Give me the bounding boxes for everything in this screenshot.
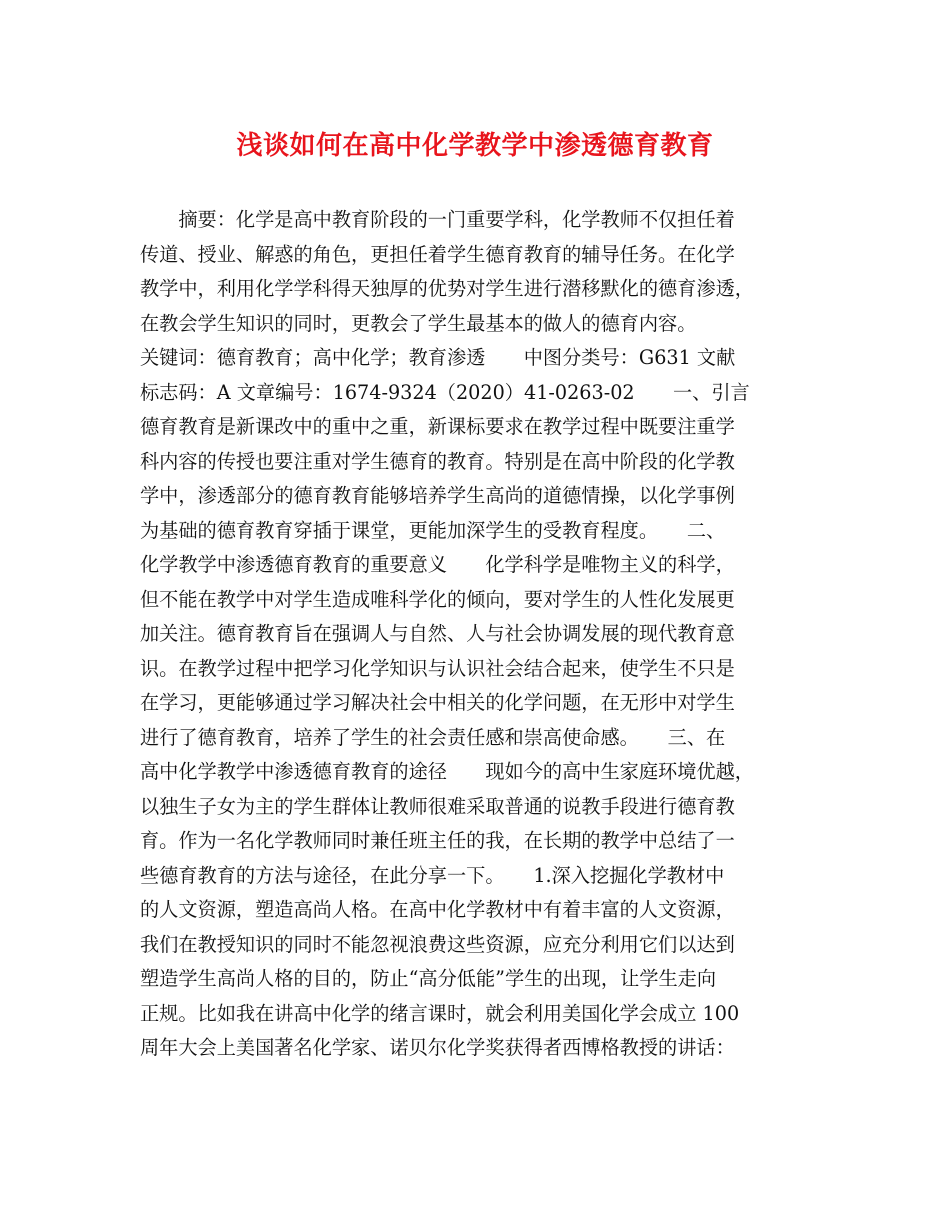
body-line: 关键词：德育教育；高中化学；教育渗透 中图分类号：G631 文献 <box>140 346 736 369</box>
body-line: 为基础的德育教育穿插于课堂，更能加深学生的受教育程度。 二、 <box>140 518 726 542</box>
body-line: 的人文资源，塑造高尚人格。在高中化学教材中有着丰富的人文资源， <box>140 898 735 921</box>
body-line: 我们在教授知识的同时不能忽视浪费这些资源，应充分利用它们以达到 <box>140 932 735 956</box>
document-body <box>140 203 815 1066</box>
body-line: 在学习，更能够通过学习解决社会中相关的化学问题，在无形中对学生 <box>140 691 735 714</box>
body-line: 正规。比如我在讲高中化学的绪言课时，就会利用美国化学会成立 100 <box>140 1001 740 1025</box>
body-line: 传道、授业、解惑的角色，更担任着学生德育教育的辅导任务。在化学 <box>140 242 735 266</box>
body-line: 德育教育是新课改中的重中之重，新课标要求在教学过程中既要注重学 <box>140 415 735 438</box>
body-line: 进行了德育教育，培养了学生的社会责任感和崇高使命感。 三、在 <box>140 725 726 749</box>
document-title: 浅谈如何在高中化学教学中渗透德育教育 <box>236 131 714 161</box>
body-line: 塑造学生高尚人格的目的，防止“高分低能”学生的出现，让学生走向 <box>140 967 717 990</box>
body-line: 化学教学中渗透德育教育的重要意义 化学科学是唯物主义的科学， <box>140 553 735 576</box>
body-line: 学中，渗透部分的德育教育能够培养学生高尚的道德情操，以化学事例 <box>140 484 735 507</box>
body-line: 在教会学生知识的同时，更教会了学生最基本的做人的德育内容。 <box>140 311 697 335</box>
body-line: 加关注。德育教育旨在强调人与自然、人与社会协调发展的现代教育意 <box>140 622 735 645</box>
body-line: 育。作为一名化学教师同时兼任班主任的我，在长期的教学中总结了一 <box>140 829 735 852</box>
body-line: 些德育教育的方法与途径，在此分享一下。 1.深入挖掘化学教材中 <box>140 863 725 887</box>
body-line: 周年大会上美国著名化学家、诺贝尔化学奖获得者西博格教授的讲话： <box>140 1036 735 1059</box>
body-line: 标志码：A 文章编号：1674-9324（2020）41-0263-02 一、引言 <box>140 380 750 404</box>
body-line: 以独生子女为主的学生群体让教师很难采取普通的说教手段进行德育教 <box>140 794 735 818</box>
body-line: 教学中，利用化学学科得天独厚的优势对学生进行潜移默化的德育渗透， <box>140 277 754 300</box>
body-line: 识。在教学过程中把学习化学知识与认识社会结合起来，使学生不只是 <box>140 656 735 680</box>
body-line: 摘要：化学是高中教育阶段的一门重要学科，化学教师不仅担任着 <box>140 208 735 231</box>
body-line: 但不能在教学中对学生造成唯科学化的倾向，要对学生的人性化发展更 <box>140 587 735 611</box>
body-line: 科内容的传授也要注重对学生德育的教育。特别是在高中阶段的化学教 <box>140 449 735 473</box>
body-line: 高中化学教学中渗透德育教育的途径 现如今的高中生家庭环境优越， <box>140 760 754 783</box>
